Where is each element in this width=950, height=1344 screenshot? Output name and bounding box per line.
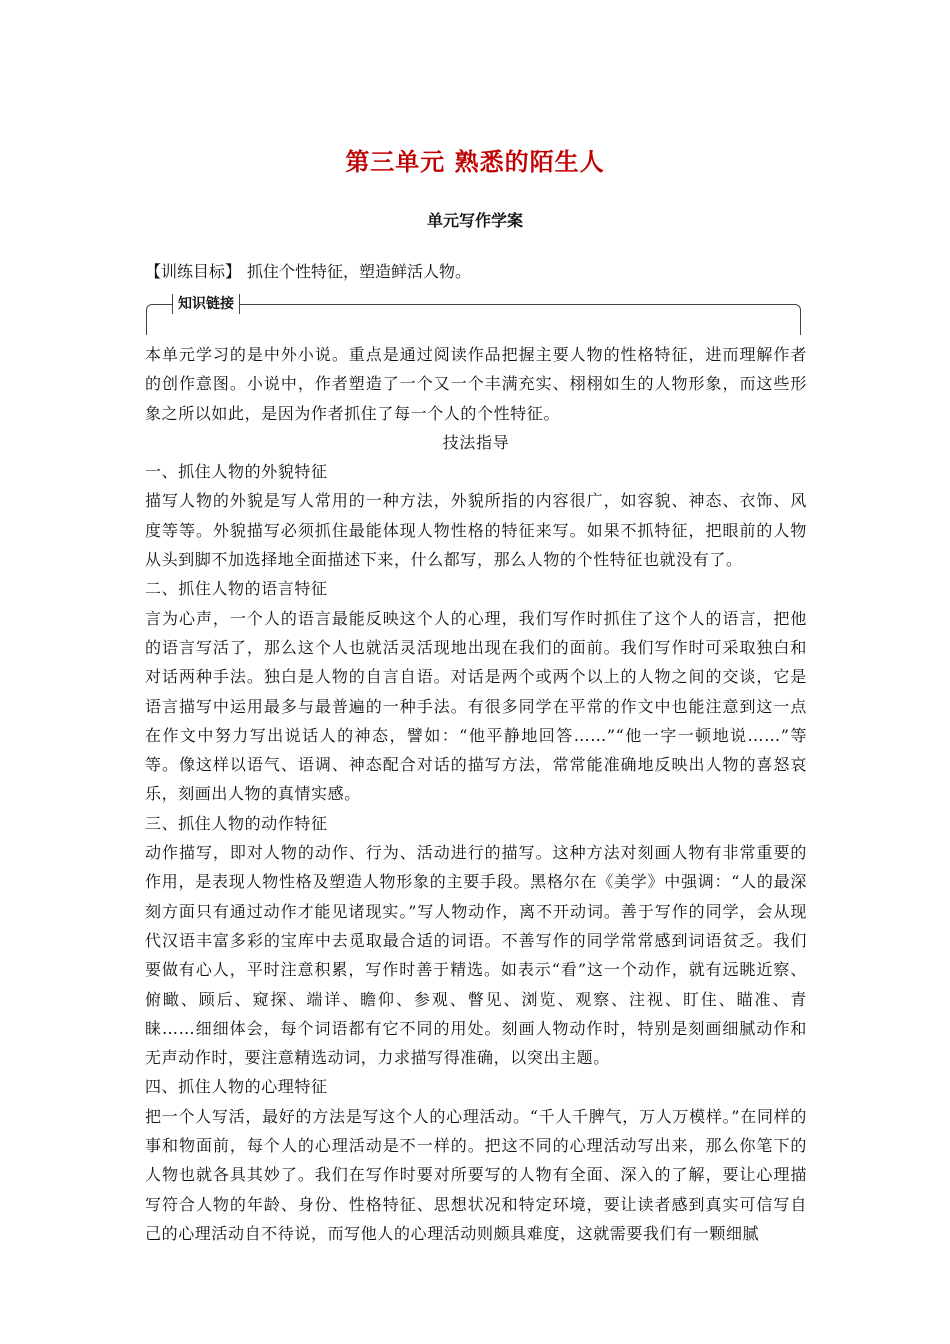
training-goal xyxy=(145,259,471,282)
article-body xyxy=(145,340,807,1248)
section-paragraph: 言为心声，一个人的语言最能反映这个人的心理，我们写作时抓住了这个人的语言，把他的语言写活了，那么这个人也就活灵活现地出现在我们的面前。我们写作时可采取独白和对话两种手法。独白是人物的自言自语。对话是两个或两个以上的人物之间的交谈，它是语言描写中运用最多与最普遍的一种手法。有很多同学在平常的作文中也能注意到这一点在作文中努力写出说话人的神态，譬如：“他平静地回答……”“他一字一顿地说……”等等。像这样以语气、语调、神态配合对话的描写方法，常常能准确地反映出人物的喜怒哀乐，刻画出人物的真情实感。 xyxy=(145,608,807,804)
section-heading: 二、抓住人物的语言特征 xyxy=(145,579,328,599)
page-subtitle: 单元写作学案 xyxy=(426,211,523,230)
knowledge-link-tag: 知识链接 xyxy=(172,296,240,312)
section-heading: 一、抓住人物的外貌特征 xyxy=(145,462,328,482)
guide-heading: 技法指导 xyxy=(442,432,510,452)
section-heading: 三、抓住人物的动作特征 xyxy=(145,813,328,833)
section-heading: 四、抓住人物的心理特征 xyxy=(145,1077,328,1097)
training-goal-text: 抓住个性特征，塑造鲜活人物。 xyxy=(247,262,472,281)
unit-title: 第三单元 熟悉的陌生人 xyxy=(345,147,605,176)
intro-paragraph: 本单元学习的是中外小说。重点是通过阅读作品把握主要人物的性格特征，进而理解作者的创作意图。小说中，作者塑造了一个又一个丰满充实、栩栩如生的人物形象，而这些形象之所以如此，是因为作者抓住了每一个人的个性特征。 xyxy=(145,345,807,423)
knowledge-link-box xyxy=(146,296,801,334)
knowledge-link-frame xyxy=(146,304,801,335)
section-paragraph: 动作描写，即对人物的动作、行为、活动进行的描写。这种方法对刻画人物有非常重要的作用，是表现人物性格及塑造人物形象的主要手段。黑格尔在《美学》中强调：“人的最深刻方面只有通过动作才能见诸现实。”写人物动作，离不开动词。善于写作的同学，会从现代汉语丰富多彩的宝库中去觅取最合适的词语。不善写作的同学常常感到词语贫乏。我们要做有心人，平时注意积累，写作时善于精选。如表示“看”这一个动作，就有远眺近察、俯瞰、顾后、窥探、端详、瞻仰、参观、瞥见、浏览、观察、注视、盯住、瞄准、青睐……细细体会，每个词语都有它不同的用处。刻画人物动作时，特别是刻画细腻动作和无声动作时，要注意精选动词，力求描写得准确，以突出主题。 xyxy=(145,843,807,1068)
section-paragraph: 把一个人写活，最好的方法是写这个人的心理活动。“千人千脾气，万人万模样。”在同样的事和物面前，每个人的心理活动是不一样的。把这不同的心理活动写出来，那么你笔下的人物也就各具其妙了。我们在写作时要对所要写的人物有全面、深入的了解，要让心理描写符合人物的年龄、身份、性格特征、思想状况和特定环境，要让读者感到真实可信写自己的心理活动自不待说，而写他人的心理活动则颇具难度，这就需要我们有一颗细腻 xyxy=(145,1106,807,1243)
training-goal-label: 【训练目标】 xyxy=(145,262,242,281)
section-paragraph: 描写人物的外貌是写人常用的一种方法，外貌所指的内容很广，如容貌、神态、衣饰、风度等等。外貌描写必须抓住最能体现人物性格的特征来写。如果不抓特征，把眼前的人物从头到脚不加选择地全面描述下来，什么都写，那么人物的个性特征也就没有了。 xyxy=(145,491,807,570)
